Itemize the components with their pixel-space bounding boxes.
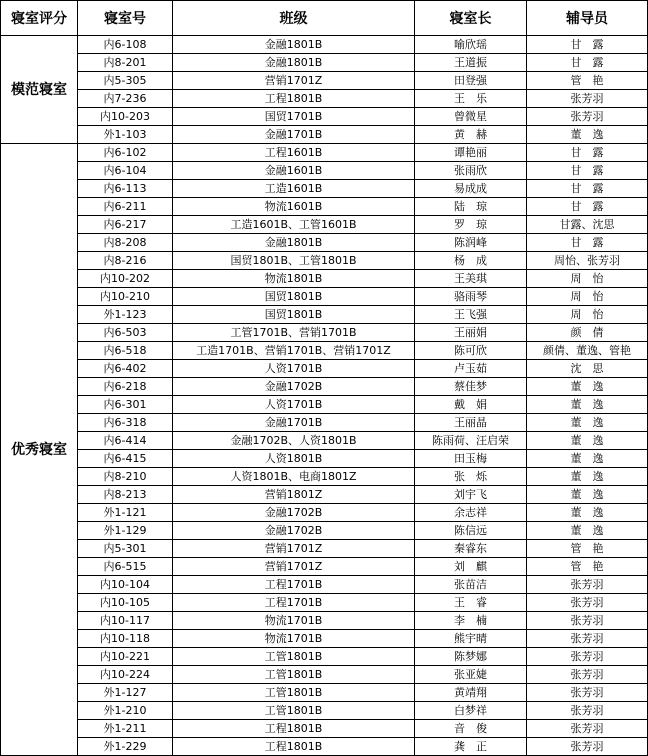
room-leader-cell: 戴 娟 xyxy=(415,396,527,414)
room-number-cell: 内6-113 xyxy=(78,180,173,198)
table-row xyxy=(1,468,648,486)
class-cell: 人资1801B xyxy=(173,450,415,468)
class-cell: 金融1702B xyxy=(173,504,415,522)
counselor-cell: 张芳羽 xyxy=(527,720,648,738)
class-cell: 工造1601B xyxy=(173,180,415,198)
table-row xyxy=(1,54,648,72)
counselor-cell: 甘 露 xyxy=(527,54,648,72)
counselor-cell: 张芳羽 xyxy=(527,666,648,684)
room-leader-cell: 王 睿 xyxy=(415,594,527,612)
table-row xyxy=(1,360,648,378)
rating-group-label: 模范寝室 xyxy=(1,36,78,144)
class-cell: 国贸1801B xyxy=(173,288,415,306)
room-number-cell: 内8-216 xyxy=(78,252,173,270)
table-row xyxy=(1,576,648,594)
counselor-cell: 沈 思 xyxy=(527,360,648,378)
table-row xyxy=(1,486,648,504)
class-cell: 金融1701B xyxy=(173,414,415,432)
counselor-cell: 董 逸 xyxy=(527,486,648,504)
class-cell: 国贸1801B、工管1801B xyxy=(173,252,415,270)
room-leader-cell: 张苗洁 xyxy=(415,576,527,594)
room-number-cell: 内10-105 xyxy=(78,594,173,612)
table-row xyxy=(1,306,648,324)
room-leader-cell: 刘宇飞 xyxy=(415,486,527,504)
class-cell: 营销1701Z xyxy=(173,540,415,558)
class-cell: 金融1702B xyxy=(173,522,415,540)
counselor-cell: 甘 露 xyxy=(527,180,648,198)
counselor-cell: 张芳羽 xyxy=(527,738,648,756)
room-number-cell: 外1-210 xyxy=(78,702,173,720)
room-number-cell: 内7-236 xyxy=(78,90,173,108)
counselor-cell: 董 逸 xyxy=(527,126,648,144)
room-leader-cell: 谭艳丽 xyxy=(415,144,527,162)
table-row xyxy=(1,252,648,270)
room-leader-cell: 王丽晶 xyxy=(415,414,527,432)
class-cell: 金融1702B xyxy=(173,378,415,396)
counselor-cell: 董 逸 xyxy=(527,450,648,468)
room-leader-cell: 黄靖翔 xyxy=(415,684,527,702)
counselor-cell: 甘 露 xyxy=(527,162,648,180)
table-body xyxy=(1,36,648,756)
table-row xyxy=(1,648,648,666)
class-cell: 营销1801Z xyxy=(173,486,415,504)
room-leader-cell: 田登强 xyxy=(415,72,527,90)
table-row xyxy=(1,180,648,198)
room-number-cell: 内8-208 xyxy=(78,234,173,252)
header-row xyxy=(1,1,648,36)
room-leader-cell: 王 乐 xyxy=(415,90,527,108)
room-leader-cell: 杨 成 xyxy=(415,252,527,270)
room-number-cell: 内6-104 xyxy=(78,162,173,180)
table-row xyxy=(1,324,648,342)
room-leader-cell: 陈梦娜 xyxy=(415,648,527,666)
room-number-cell: 内8-210 xyxy=(78,468,173,486)
room-number-cell: 外1-129 xyxy=(78,522,173,540)
class-cell: 金融1801B xyxy=(173,54,415,72)
class-cell: 工管1801B xyxy=(173,648,415,666)
counselor-cell: 甘露、沈思 xyxy=(527,216,648,234)
counselor-cell: 张芳羽 xyxy=(527,90,648,108)
class-cell: 物流1701B xyxy=(173,612,415,630)
counselor-cell: 甘 露 xyxy=(527,198,648,216)
room-leader-cell: 陈雨荷、汪启荣 xyxy=(415,432,527,450)
room-number-cell: 内6-301 xyxy=(78,396,173,414)
room-number-cell: 内8-213 xyxy=(78,486,173,504)
room-number-cell: 内10-203 xyxy=(78,108,173,126)
class-cell: 工程1601B xyxy=(173,144,415,162)
room-number-cell: 内10-104 xyxy=(78,576,173,594)
table-row xyxy=(1,72,648,90)
counselor-cell: 张芳羽 xyxy=(527,702,648,720)
table-row xyxy=(1,270,648,288)
header-rating: 寝室评分 xyxy=(1,1,78,36)
room-leader-cell: 王飞强 xyxy=(415,306,527,324)
room-leader-cell: 陈润峰 xyxy=(415,234,527,252)
room-leader-cell: 张亚婕 xyxy=(415,666,527,684)
header-room-leader: 寝室长 xyxy=(415,1,527,36)
counselor-cell: 张芳羽 xyxy=(527,594,648,612)
room-number-cell: 内5-305 xyxy=(78,72,173,90)
counselor-cell: 董 逸 xyxy=(527,504,648,522)
table-row xyxy=(1,126,648,144)
table-row xyxy=(1,144,648,162)
class-cell: 工管1801B xyxy=(173,702,415,720)
room-number-cell: 内10-221 xyxy=(78,648,173,666)
table-row xyxy=(1,558,648,576)
class-cell: 工程1701B xyxy=(173,576,415,594)
room-number-cell: 外1-103 xyxy=(78,126,173,144)
header-class: 班级 xyxy=(173,1,415,36)
class-cell: 金融1601B xyxy=(173,162,415,180)
class-cell: 国贸1701B xyxy=(173,108,415,126)
room-leader-cell: 陆 琼 xyxy=(415,198,527,216)
class-cell: 工程1801B xyxy=(173,720,415,738)
room-leader-cell: 王丽娟 xyxy=(415,324,527,342)
table-row xyxy=(1,594,648,612)
room-number-cell: 内10-202 xyxy=(78,270,173,288)
counselor-cell: 甘 露 xyxy=(527,36,648,54)
room-number-cell: 内10-117 xyxy=(78,612,173,630)
counselor-cell: 张芳羽 xyxy=(527,648,648,666)
table-row xyxy=(1,198,648,216)
counselor-cell: 张芳羽 xyxy=(527,612,648,630)
room-leader-cell: 易成成 xyxy=(415,180,527,198)
table-row xyxy=(1,288,648,306)
room-number-cell: 内6-503 xyxy=(78,324,173,342)
class-cell: 工造1601B、工管1601B xyxy=(173,216,415,234)
room-leader-cell: 刘 麒 xyxy=(415,558,527,576)
table-row xyxy=(1,342,648,360)
room-number-cell: 内6-518 xyxy=(78,342,173,360)
class-cell: 物流1601B xyxy=(173,198,415,216)
room-leader-cell: 喻欣瑶 xyxy=(415,36,527,54)
room-number-cell: 内6-211 xyxy=(78,198,173,216)
table-row xyxy=(1,684,648,702)
counselor-cell: 董 逸 xyxy=(527,468,648,486)
counselor-cell: 董 逸 xyxy=(527,522,648,540)
class-cell: 工造1701B、营销1701B、营销1701Z xyxy=(173,342,415,360)
table-row xyxy=(1,162,648,180)
table-row xyxy=(1,720,648,738)
room-leader-cell: 龚 正 xyxy=(415,738,527,756)
table-row xyxy=(1,432,648,450)
header-counselor: 辅导员 xyxy=(527,1,648,36)
room-leader-cell: 曾微星 xyxy=(415,108,527,126)
class-cell: 工程1801B xyxy=(173,90,415,108)
class-cell: 工管1801B xyxy=(173,666,415,684)
room-leader-cell: 卢玉茹 xyxy=(415,360,527,378)
room-leader-cell: 张 烁 xyxy=(415,468,527,486)
counselor-cell: 周 怡 xyxy=(527,306,648,324)
table-row xyxy=(1,234,648,252)
room-number-cell: 外1-211 xyxy=(78,720,173,738)
counselor-cell: 甘 露 xyxy=(527,144,648,162)
room-leader-cell: 田玉梅 xyxy=(415,450,527,468)
class-cell: 工程1801B xyxy=(173,738,415,756)
counselor-cell: 管 艳 xyxy=(527,558,648,576)
table-row xyxy=(1,450,648,468)
room-leader-cell: 白梦祥 xyxy=(415,702,527,720)
room-number-cell: 内6-318 xyxy=(78,414,173,432)
room-leader-cell: 音 俊 xyxy=(415,720,527,738)
table-row xyxy=(1,90,648,108)
counselor-cell: 甘 露 xyxy=(527,234,648,252)
class-cell: 国贸1801B xyxy=(173,306,415,324)
room-leader-cell: 李 楠 xyxy=(415,612,527,630)
class-cell: 营销1701Z xyxy=(173,558,415,576)
room-leader-cell: 蔡佳梦 xyxy=(415,378,527,396)
counselor-cell: 张芳羽 xyxy=(527,576,648,594)
counselor-cell: 董 逸 xyxy=(527,414,648,432)
room-number-cell: 内6-102 xyxy=(78,144,173,162)
class-cell: 工程1701B xyxy=(173,594,415,612)
room-leader-cell: 秦睿东 xyxy=(415,540,527,558)
table-row xyxy=(1,36,648,54)
room-leader-cell: 陈信远 xyxy=(415,522,527,540)
room-leader-cell: 骆雨琴 xyxy=(415,288,527,306)
counselor-cell: 董 逸 xyxy=(527,432,648,450)
counselor-cell: 周 怡 xyxy=(527,270,648,288)
table-row xyxy=(1,216,648,234)
counselor-cell: 颜倩、董逸、管艳 xyxy=(527,342,648,360)
table-row xyxy=(1,504,648,522)
counselor-cell: 管 艳 xyxy=(527,540,648,558)
room-leader-cell: 王道振 xyxy=(415,54,527,72)
table-row xyxy=(1,612,648,630)
table-row xyxy=(1,108,648,126)
room-leader-cell: 张雨欣 xyxy=(415,162,527,180)
class-cell: 工管1701B、营销1701B xyxy=(173,324,415,342)
counselor-cell: 董 逸 xyxy=(527,378,648,396)
room-number-cell: 内6-217 xyxy=(78,216,173,234)
table-row xyxy=(1,738,648,756)
room-leader-cell: 黄 赫 xyxy=(415,126,527,144)
header-room-number: 寝室号 xyxy=(78,1,173,36)
room-leader-cell: 罗 琼 xyxy=(415,216,527,234)
counselor-cell: 董 逸 xyxy=(527,396,648,414)
class-cell: 物流1801B xyxy=(173,270,415,288)
class-cell: 物流1701B xyxy=(173,630,415,648)
table-row xyxy=(1,378,648,396)
room-number-cell: 外1-123 xyxy=(78,306,173,324)
class-cell: 金融1801B xyxy=(173,234,415,252)
room-number-cell: 内10-224 xyxy=(78,666,173,684)
room-number-cell: 外1-121 xyxy=(78,504,173,522)
rating-group-label: 优秀寝室 xyxy=(1,144,78,756)
room-number-cell: 外1-229 xyxy=(78,738,173,756)
class-cell: 人资1701B xyxy=(173,360,415,378)
counselor-cell: 周怡、张芳羽 xyxy=(527,252,648,270)
counselor-cell: 颜 倩 xyxy=(527,324,648,342)
room-number-cell: 内10-210 xyxy=(78,288,173,306)
class-cell: 金融1701B xyxy=(173,126,415,144)
room-number-cell: 内6-218 xyxy=(78,378,173,396)
class-cell: 人资1701B xyxy=(173,396,415,414)
room-leader-cell: 余志祥 xyxy=(415,504,527,522)
counselor-cell: 张芳羽 xyxy=(527,108,648,126)
room-number-cell: 内6-415 xyxy=(78,450,173,468)
room-number-cell: 内5-301 xyxy=(78,540,173,558)
room-number-cell: 内6-402 xyxy=(78,360,173,378)
class-cell: 金融1702B、人资1801B xyxy=(173,432,415,450)
counselor-cell: 张芳羽 xyxy=(527,630,648,648)
room-number-cell: 内6-108 xyxy=(78,36,173,54)
class-cell: 人资1801B、电商1801Z xyxy=(173,468,415,486)
table-row xyxy=(1,540,648,558)
table-row xyxy=(1,630,648,648)
room-number-cell: 内8-201 xyxy=(78,54,173,72)
room-leader-cell: 王美琪 xyxy=(415,270,527,288)
table-row xyxy=(1,702,648,720)
table-row xyxy=(1,396,648,414)
room-leader-cell: 陈可欣 xyxy=(415,342,527,360)
room-leader-cell: 熊宇晴 xyxy=(415,630,527,648)
table-row xyxy=(1,522,648,540)
table-row xyxy=(1,666,648,684)
counselor-cell: 周 怡 xyxy=(527,288,648,306)
class-cell: 营销1701Z xyxy=(173,72,415,90)
counselor-cell: 管 艳 xyxy=(527,72,648,90)
counselor-cell: 张芳羽 xyxy=(527,684,648,702)
table-row xyxy=(1,414,648,432)
room-number-cell: 内6-414 xyxy=(78,432,173,450)
room-number-cell: 内6-515 xyxy=(78,558,173,576)
class-cell: 金融1801B xyxy=(173,36,415,54)
class-cell: 工管1801B xyxy=(173,684,415,702)
room-number-cell: 外1-127 xyxy=(78,684,173,702)
room-number-cell: 内10-118 xyxy=(78,630,173,648)
